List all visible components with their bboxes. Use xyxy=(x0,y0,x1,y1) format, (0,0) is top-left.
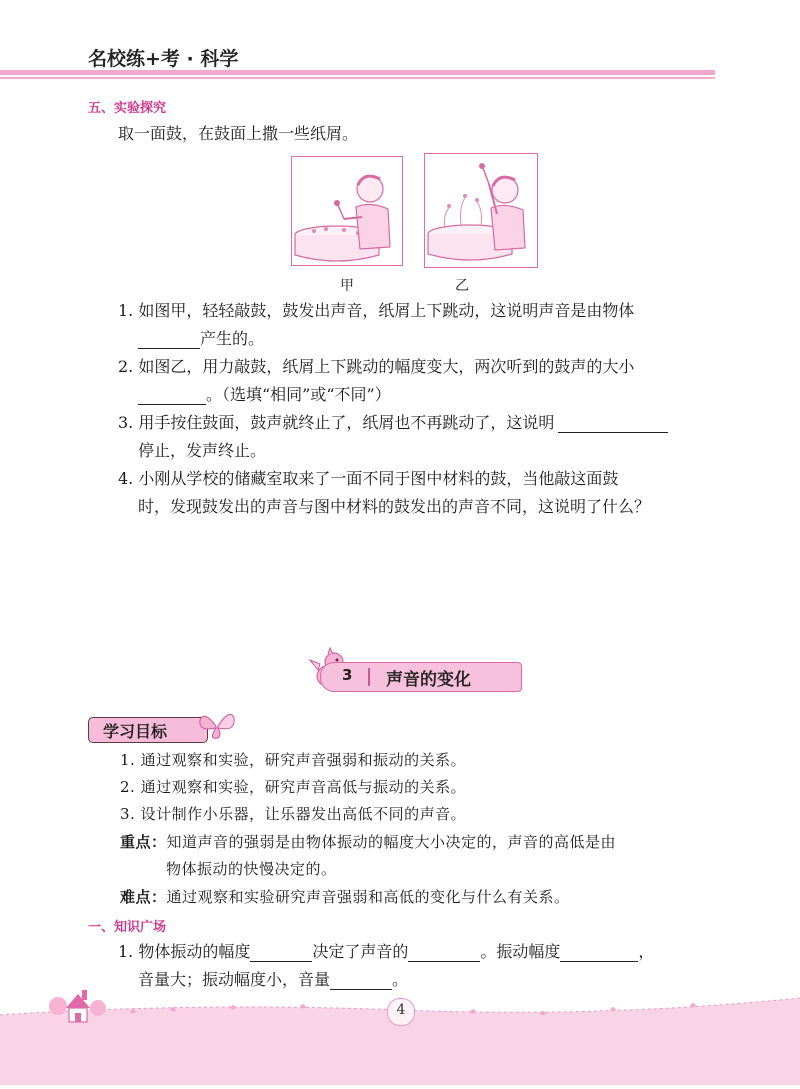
lesson-number: 3 xyxy=(342,666,353,684)
knowledge-section-title: 一、知识广场 xyxy=(88,920,167,935)
answer-blank[interactable] xyxy=(408,945,480,962)
header-divider-thin xyxy=(0,77,715,79)
answer-blank[interactable] xyxy=(138,332,200,349)
answer-blank[interactable] xyxy=(558,416,668,433)
difficulty-line xyxy=(120,887,570,907)
key-point-label: 重点： xyxy=(120,833,167,851)
figure-yi-label: 乙 xyxy=(455,278,469,294)
answer-blank[interactable] xyxy=(560,945,638,962)
lesson-title: 声音的变化 xyxy=(386,670,471,690)
question-2-line2-text: 。（选填“相同”或“不同”） xyxy=(206,385,391,404)
answer-blank[interactable] xyxy=(138,388,206,405)
question-4-line1: 4. 小刚从学校的储藏室取来了一面不同于图中材料的鼓，当他敲这面鼓 xyxy=(118,469,619,488)
figure-jia-image xyxy=(291,156,403,266)
knowledge-q1-line2 xyxy=(138,970,408,990)
question-3-line1 xyxy=(118,413,668,433)
knowledge-q1-part4: ， xyxy=(638,942,655,961)
question-1-line1: 1. 如图甲，轻轻敲鼓，鼓发出声音，纸屑上下跳动，这说明声音是由物体 xyxy=(118,301,635,320)
knowledge-q1-part2: 决定了声音的 xyxy=(312,942,409,961)
answer-blank[interactable] xyxy=(330,973,392,990)
knowledge-q1-line1 xyxy=(118,942,654,962)
question-4-line2: 时，发现鼓发出的声音与图中材料的鼓发出的声音不同，这说明了什么？ xyxy=(138,497,651,516)
key-point-line1 xyxy=(120,832,616,852)
difficulty-text: 通过观察和实验研究声音强弱和高低的变化与什么有关系。 xyxy=(166,888,570,906)
knowledge-q1-line2-text: 音量大；振动幅度小，音量 xyxy=(138,970,331,989)
goal-item-2: 2. 通过观察和实验，研究声音高低与振动的关系。 xyxy=(120,778,467,796)
lesson-banner-divider xyxy=(368,668,370,686)
figure-jia-label: 甲 xyxy=(340,278,354,294)
page-number: 4 xyxy=(396,1002,406,1018)
figure-yi-image xyxy=(424,153,538,268)
answer-blank[interactable] xyxy=(250,945,312,962)
difficulty-label: 难点： xyxy=(120,888,167,906)
learning-goals-label: 学习目标 xyxy=(103,722,168,741)
experiment-intro: 取一面鼓，在鼓面上撒一些纸屑。 xyxy=(118,124,359,143)
key-point-line2: 物体振动的快慢决定的。 xyxy=(166,860,337,878)
question-3-line1-text: 3. 用手按住鼓面，鼓声就终止了，纸屑也不再跳动了，这说明 xyxy=(118,413,555,432)
header-title: 名校练+考 · 科学 xyxy=(88,48,239,70)
question-1-line2-text: 产生的。 xyxy=(200,329,265,348)
question-3-line2: 停止，发声终止。 xyxy=(138,441,267,460)
house-icon xyxy=(48,982,108,1026)
goal-item-1: 1. 通过观察和实验，研究声音强弱和振动的关系。 xyxy=(120,751,467,769)
goal-item-3: 3. 设计制作小乐器，让乐器发出高低不同的声音。 xyxy=(120,805,467,823)
experiment-section-title: 五、实验探究 xyxy=(88,101,167,116)
header-divider xyxy=(0,70,715,75)
question-2-line1: 2. 如图乙，用力敲鼓，纸屑上下跳动的幅度变大，两次听到的鼓声的大小 xyxy=(118,357,635,376)
knowledge-q1-part1: 1. 物体振动的幅度 xyxy=(118,942,251,961)
question-1-line2 xyxy=(138,329,264,349)
question-2-line2 xyxy=(138,385,391,405)
butterfly-icon xyxy=(196,708,238,742)
knowledge-q1-part3: 。振动幅度 xyxy=(480,942,561,961)
knowledge-q1-line2-end: 。 xyxy=(392,970,409,989)
key-point-text: 知道声音的强弱是由物体振动的幅度大小决定的，声音的高低是由 xyxy=(166,833,617,851)
